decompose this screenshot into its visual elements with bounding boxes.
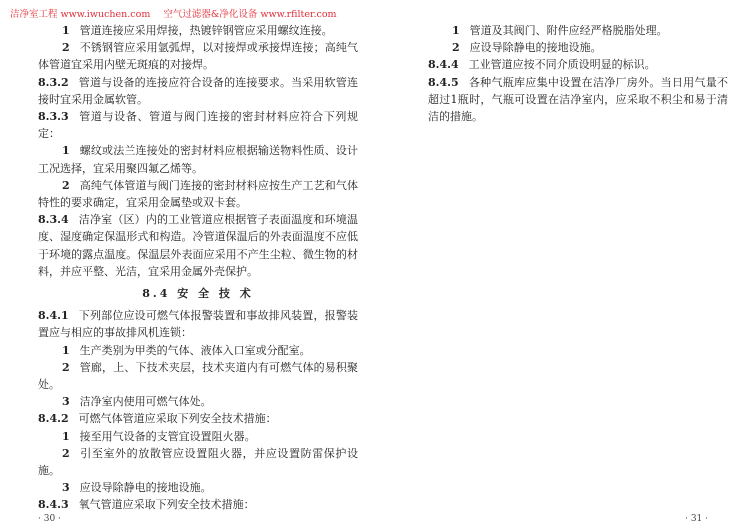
- paragraph-text: 可燃气体管道应采取下列安全技术措施：: [78, 412, 277, 426]
- list-item: [38, 359, 358, 393]
- clause-number: 8.4.4: [428, 58, 459, 72]
- page-number-right: · 31 ·: [685, 514, 708, 524]
- item-number: 1: [62, 429, 70, 443]
- list-item: [38, 177, 358, 211]
- item-number: 1: [62, 24, 70, 37]
- paragraph-text: 洁净室（区）内的工业管道应根据管子表面温度和环境温度、湿度确定保温形式和构造。冷管道保温后的外表面温度不应低于环境的露点温度。保温层外表面应采用不产生尘粒、微生物的材料，并应平整、光洁，宜采用金属外壳保护。: [38, 213, 358, 278]
- item-number: 2: [452, 41, 460, 55]
- paragraph-text: 应设导除静电的接地设施。: [469, 41, 602, 55]
- list-item: [38, 393, 358, 410]
- list-item: [428, 22, 728, 39]
- item-number: 2: [62, 178, 70, 192]
- clause-paragraph: [38, 410, 358, 427]
- paragraph-text: 应设导除静电的接地设施。: [79, 481, 212, 495]
- clause-number: 8.4.5: [428, 75, 459, 89]
- clause-number: 8.3.3: [38, 110, 69, 124]
- list-item: [38, 428, 358, 445]
- item-number: 1: [62, 144, 70, 158]
- paragraph-text: 工业管道应按不同介质设明显的标识。: [468, 58, 656, 72]
- paragraph-text: 各种气瓶库应集中设置在洁净厂房外。当日用气量不超过1瓶时，气瓶可设置在洁净室内，应采取不积尘和易于清洁的措施。: [428, 75, 728, 124]
- clause-number: 8.4.1: [38, 309, 69, 323]
- paragraph-text: 管道及其阀门、附件应经严格脱脂处理。: [469, 24, 668, 37]
- paragraph-text: 氧气管道应采取下列安全技术措施：: [78, 498, 255, 512]
- paragraph-text: 下列部位应设可燃气体报警装置和事故排风装置，报警装置应与相应的事故排风机连锁：: [38, 309, 358, 340]
- paragraph-text: 管廊，上、下技术夹层，技术夹道内有可燃气体的易积聚处。: [38, 360, 358, 392]
- item-number: 1: [452, 24, 460, 37]
- paragraph-text: 管道连接应采用焊接，热镀锌钢管应采用螺纹连接。: [79, 24, 333, 37]
- paragraph-text: 螺纹或法兰连接处的密封材料应根据输送物料性质、设计工况选择，宜采用聚四氟乙烯等。: [38, 144, 358, 175]
- paragraph-text: 不锈钢管应采用氩弧焊，以对接焊或承接焊连接；高纯气体管道宜采用内壁无斑痕的对接焊。: [38, 41, 358, 72]
- clause-number: 8.4.2: [38, 412, 69, 426]
- watermark-header: [10, 6, 347, 20]
- right-page: [428, 22, 728, 125]
- paragraph-text: 高纯气体管道与阀门连接的密封材料应按生产工艺和气体特性的要求确定，宜采用金属垫或双卡套。: [38, 178, 358, 210]
- left-page: [38, 22, 358, 514]
- header-site-2: 空气过滤器&净化设备 www.rfilter.com: [163, 9, 337, 20]
- clause-number: 8.4.3: [38, 498, 69, 512]
- list-item: [38, 142, 358, 176]
- clause-paragraph: [38, 211, 358, 280]
- item-number: 1: [62, 343, 70, 357]
- clause-paragraph: [38, 108, 358, 142]
- header-site-1: 洁净室工程 www.iwuchen.com: [10, 9, 151, 20]
- section-title: 8.4 安 全 技 术: [142, 287, 254, 301]
- list-item: [38, 479, 358, 496]
- paragraph-text: 生产类别为甲类的气体、液体入口室或分配室。: [79, 343, 311, 357]
- item-number: 2: [62, 446, 70, 460]
- paragraph-text: 洁净室内使用可燃气体处。: [79, 395, 212, 409]
- clause-number: 8.3.2: [38, 75, 69, 89]
- item-number: 2: [62, 41, 70, 55]
- item-number: 3: [62, 395, 70, 409]
- clause-number: 8.3.4: [38, 213, 69, 227]
- list-item: [38, 22, 358, 39]
- clause-paragraph: [428, 74, 728, 126]
- item-number: 3: [62, 481, 70, 495]
- list-item: [38, 39, 358, 73]
- list-item: [38, 445, 358, 479]
- clause-paragraph: [38, 307, 358, 341]
- list-item: [428, 39, 728, 56]
- clause-paragraph: [38, 74, 358, 108]
- paragraph-text: 管道与设备的连接应符合设备的连接要求。当采用软管连接时宜采用金属软管。: [38, 75, 358, 106]
- clause-paragraph: [428, 56, 728, 73]
- list-item: [38, 342, 358, 359]
- paragraph-text: 管道与设备、管道与阀门连接的密封材料应符合下列规定：: [38, 110, 358, 141]
- item-number: 2: [62, 360, 70, 374]
- paragraph-text: 引至室外的放散管应设置阻火器，并应设置防雷保护设施。: [38, 446, 358, 478]
- paragraph-text: 接至用气设备的支管宜设置阻火器。: [79, 429, 256, 443]
- clause-paragraph: [38, 496, 358, 513]
- page-number-left: · 30 ·: [38, 514, 61, 524]
